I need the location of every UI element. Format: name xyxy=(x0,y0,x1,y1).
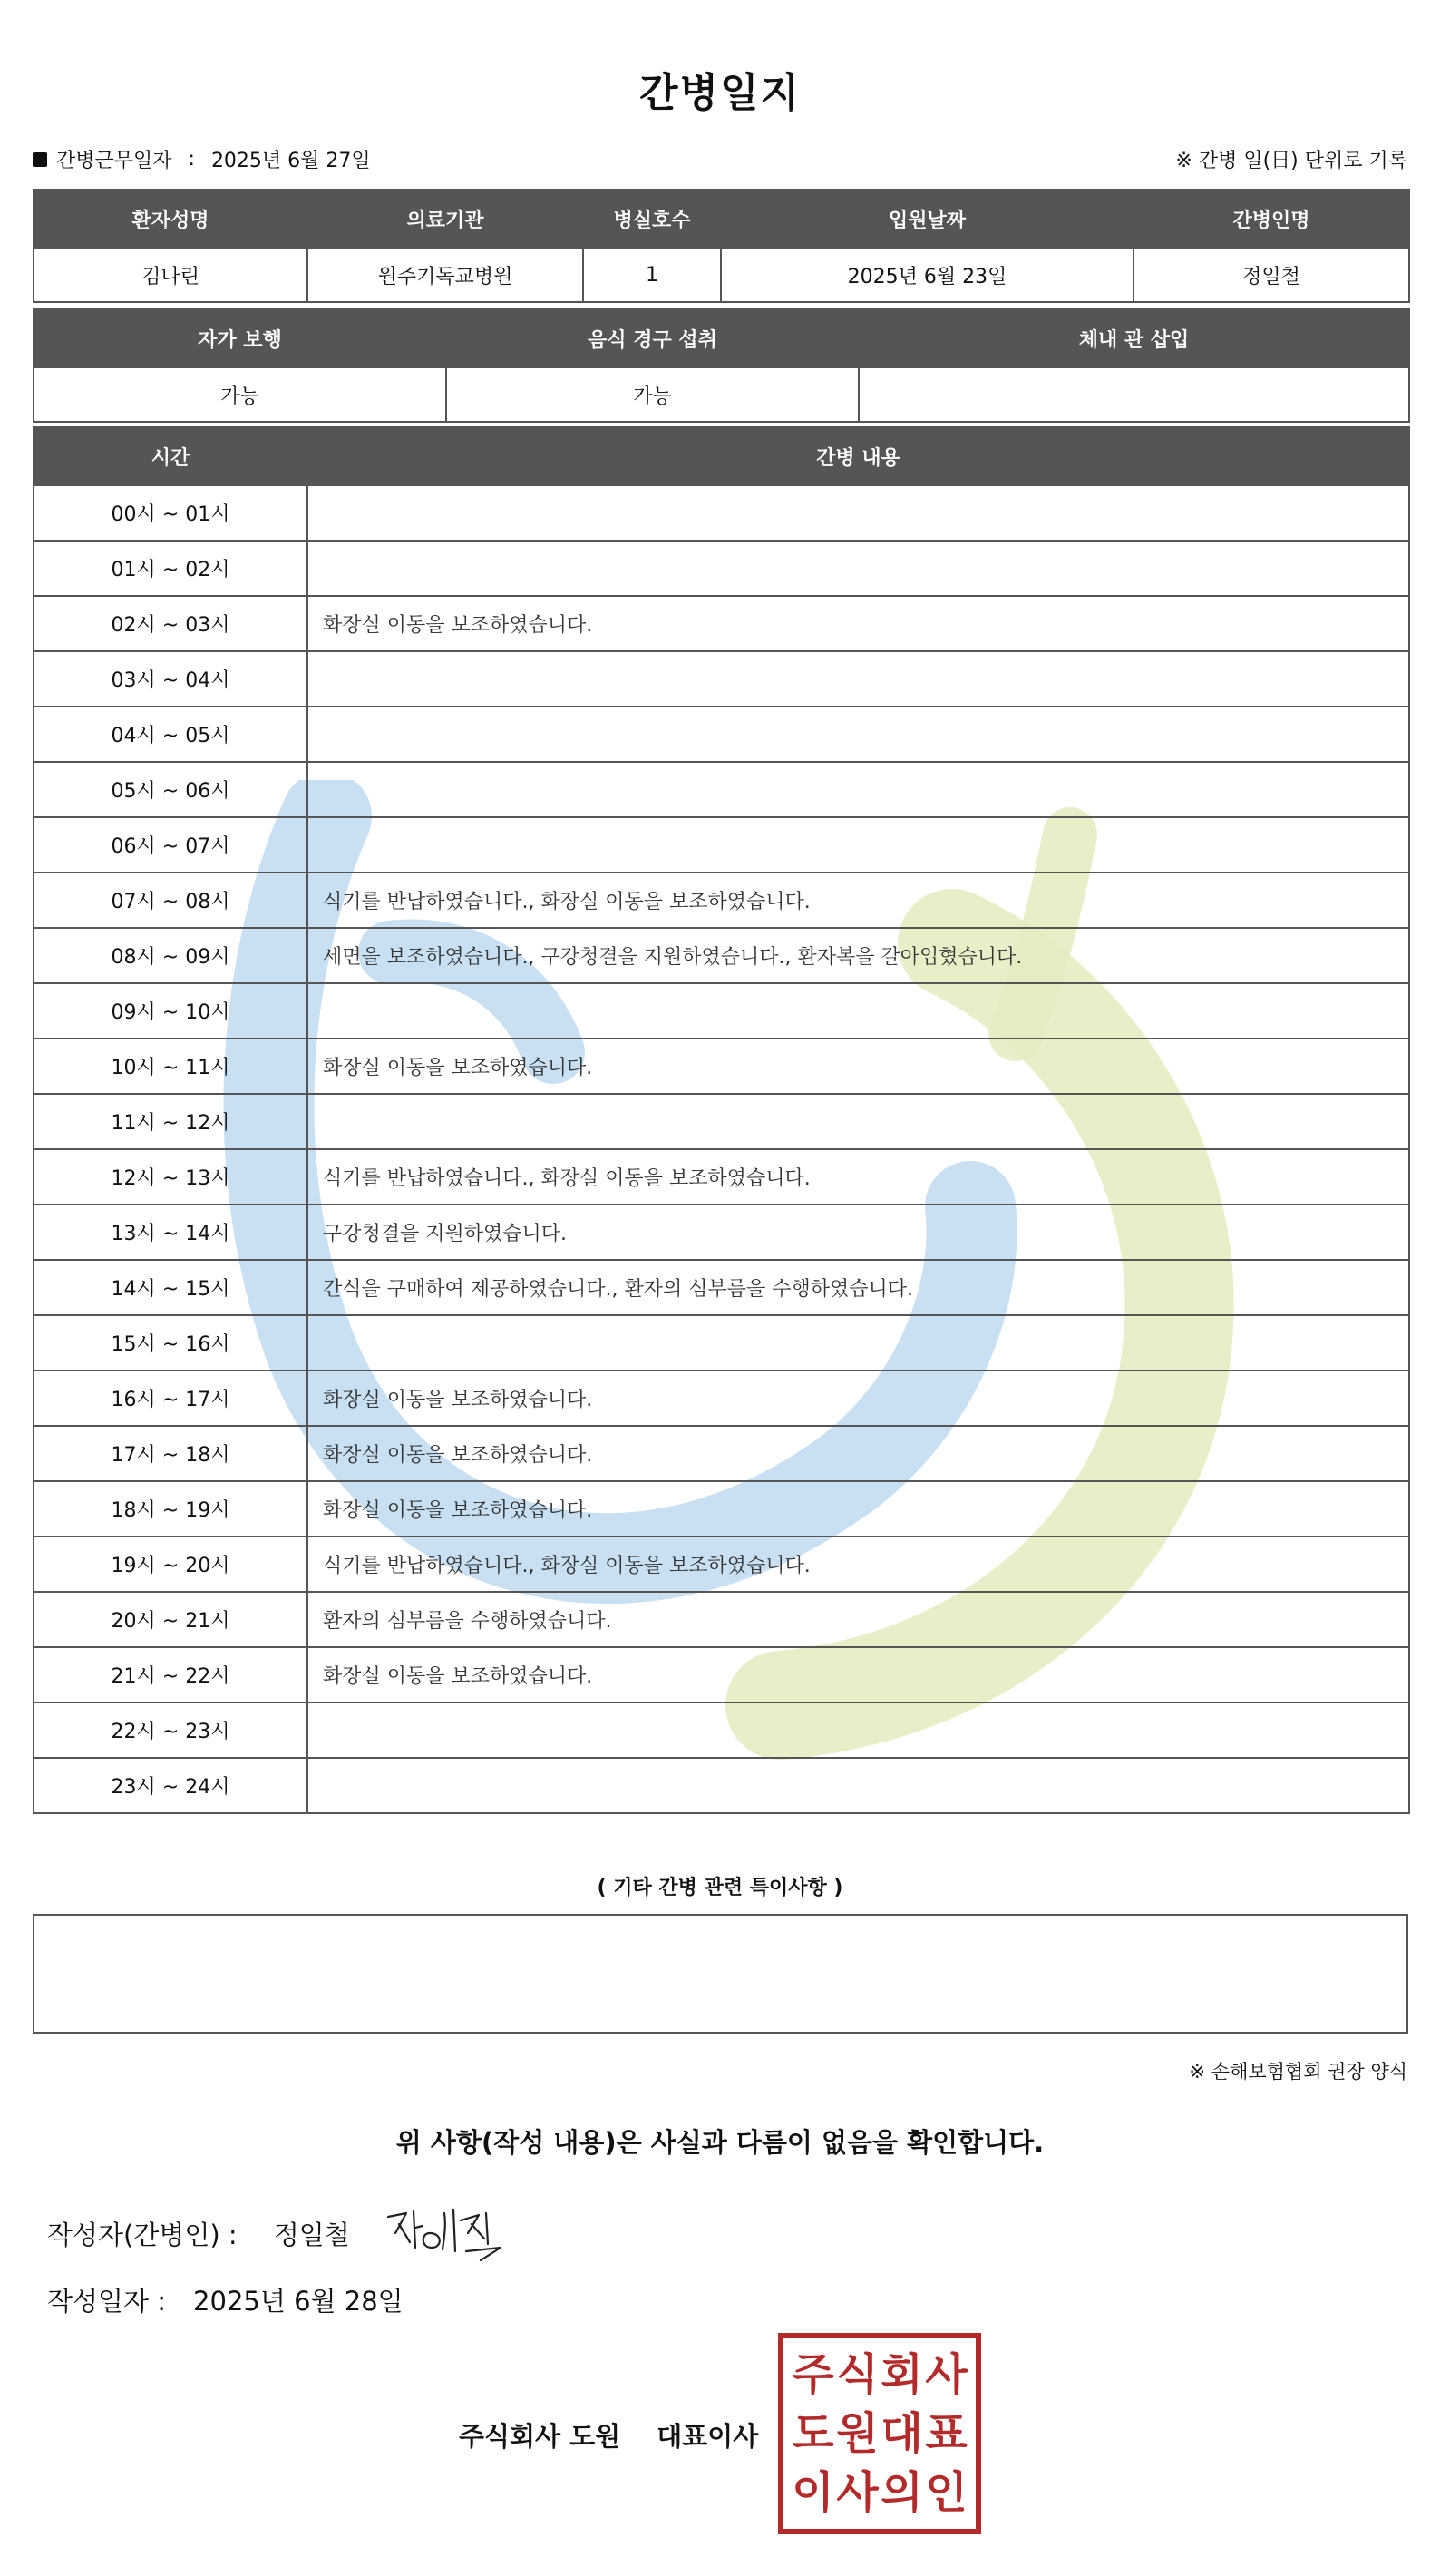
header-hospital: 의료기관 xyxy=(307,190,583,248)
square-bullet-icon xyxy=(33,152,47,167)
care-content-cell xyxy=(307,651,1409,707)
writer-name: 정일철 xyxy=(273,2220,350,2250)
work-date-value: 2025년 6월 27일 xyxy=(210,150,371,172)
care-content-cell xyxy=(307,1094,1409,1149)
care-log-row xyxy=(34,983,1409,1039)
care-log-body xyxy=(34,485,1409,1813)
care-content-cell xyxy=(307,817,1409,873)
page-title: 간병일지 xyxy=(638,70,801,116)
tube-insertion-value xyxy=(859,367,1409,422)
care-content-cell xyxy=(307,983,1409,1039)
time-slot-cell: 03시 ~ 04시 xyxy=(34,651,307,707)
care-content-cell xyxy=(307,707,1409,762)
seal-character: 회 xyxy=(881,2349,923,2401)
care-log-row xyxy=(34,1371,1409,1426)
care-content-cell xyxy=(307,1315,1409,1371)
care-content-cell: 화장실 이동을 보조하였습니다. xyxy=(307,1039,1409,1094)
care-log-row xyxy=(34,541,1409,596)
seal-characters xyxy=(791,2346,968,2522)
time-slot-cell: 18시 ~ 19시 xyxy=(34,1481,307,1537)
written-date-value: 2025년 6월 28일 xyxy=(193,2286,404,2317)
company-line xyxy=(459,2416,758,2454)
care-content-cell: 구강청결을 지원하였습니다. xyxy=(307,1205,1409,1260)
written-date-line xyxy=(47,2281,404,2318)
special-notes-heading: ( 기타 간병 관련 특이사항 ) xyxy=(597,1877,843,1899)
written-date-label: 작성일자 : xyxy=(47,2286,167,2317)
caregiver-name-value: 정일철 xyxy=(1134,248,1409,302)
writer-label: 작성자(간병인) : xyxy=(47,2220,238,2250)
work-date-separator: : xyxy=(188,148,195,171)
admission-date-value: 2025년 6월 23일 xyxy=(721,248,1134,302)
time-slot-cell: 23시 ~ 24시 xyxy=(34,1758,307,1813)
care-log-row xyxy=(34,1315,1409,1371)
record-note: ※ 간병 일(日) 단위로 기록 xyxy=(1175,150,1407,172)
time-slot-cell: 01시 ~ 02시 xyxy=(34,541,307,596)
care-content-cell: 화장실 이동을 보조하였습니다. xyxy=(307,1426,1409,1481)
care-content-cell: 화장실 이동을 보조하였습니다. xyxy=(307,596,1409,651)
work-date-row xyxy=(33,145,1407,176)
care-log-table xyxy=(33,426,1410,1814)
header-time: 시간 xyxy=(34,427,307,485)
care-log-row xyxy=(34,1039,1409,1094)
time-slot-cell: 12시 ~ 13시 xyxy=(34,1149,307,1205)
patient-status-header-row xyxy=(34,309,1409,367)
care-content-cell: 화장실 이동을 보조하였습니다. xyxy=(307,1371,1409,1426)
header-patient-name: 환자성명 xyxy=(34,190,307,248)
form-source-note: ※ 손해보험협회 권장 양식 xyxy=(1189,2061,1407,2083)
patient-info-value-row xyxy=(34,248,1409,302)
room-number-value: 1 xyxy=(583,248,721,302)
care-content-cell xyxy=(307,1758,1409,1813)
seal-character: 사 xyxy=(925,2349,968,2401)
seal-character: 의 xyxy=(881,2466,923,2518)
header-tube-insertion: 체내 관 삽입 xyxy=(859,309,1409,367)
patient-info-table xyxy=(33,189,1410,303)
oral-intake-value: 가능 xyxy=(446,367,859,422)
seal-character: 도 xyxy=(792,2407,834,2459)
seal-character: 표 xyxy=(925,2407,968,2459)
header-caregiver-name: 간병인명 xyxy=(1134,190,1409,248)
care-log-row xyxy=(34,1426,1409,1481)
time-slot-cell: 21시 ~ 22시 xyxy=(34,1647,307,1703)
seal-character: 원 xyxy=(836,2407,879,2459)
time-slot-cell: 22시 ~ 23시 xyxy=(34,1703,307,1758)
care-content-cell xyxy=(307,762,1409,817)
care-content-cell: 식기를 반납하였습니다., 화장실 이동을 보조하였습니다. xyxy=(307,1149,1409,1205)
time-slot-cell: 20시 ~ 21시 xyxy=(34,1592,307,1647)
care-content-cell xyxy=(307,485,1409,541)
time-slot-cell: 16시 ~ 17시 xyxy=(34,1371,307,1426)
company-seal-stamp xyxy=(778,2333,981,2534)
care-log-row xyxy=(34,1703,1409,1758)
confirmation-statement: 위 사항(작성 내용)은 사실과 다름이 없음을 확인합니다. xyxy=(395,2127,1045,2158)
care-log-row xyxy=(34,1205,1409,1260)
header-self-walking: 자가 보행 xyxy=(34,309,446,367)
special-notes-box xyxy=(33,1914,1408,2034)
time-slot-cell: 00시 ~ 01시 xyxy=(34,485,307,541)
time-slot-cell: 14시 ~ 15시 xyxy=(34,1260,307,1315)
care-log-row xyxy=(34,1758,1409,1813)
care-log-row xyxy=(34,1592,1409,1647)
care-log-row xyxy=(34,928,1409,983)
header-admission-date: 입원날짜 xyxy=(721,190,1134,248)
work-date-label: 간병근무일자 xyxy=(56,150,172,172)
patient-name-value: 김나린 xyxy=(34,248,307,302)
care-log-row xyxy=(34,707,1409,762)
seal-character: 이 xyxy=(792,2466,834,2518)
seal-character: 대 xyxy=(881,2407,923,2459)
care-log-row xyxy=(34,1149,1409,1205)
care-log-row xyxy=(34,1260,1409,1315)
time-slot-cell: 17시 ~ 18시 xyxy=(34,1426,307,1481)
care-content-cell: 식기를 반납하였습니다., 화장실 이동을 보조하였습니다. xyxy=(307,873,1409,928)
patient-info-header-row xyxy=(34,190,1409,248)
time-slot-cell: 11시 ~ 12시 xyxy=(34,1094,307,1149)
self-walking-value: 가능 xyxy=(34,367,446,422)
care-log-header-row xyxy=(34,427,1409,485)
time-slot-cell: 05시 ~ 06시 xyxy=(34,762,307,817)
care-log-row xyxy=(34,817,1409,873)
care-content-cell: 환자의 심부름을 수행하였습니다. xyxy=(307,1592,1409,1647)
header-care-content: 간병 내용 xyxy=(307,427,1409,485)
writer-line xyxy=(47,2215,350,2252)
care-content-cell xyxy=(307,541,1409,596)
time-slot-cell: 02시 ~ 03시 xyxy=(34,596,307,651)
seal-character: 인 xyxy=(925,2466,968,2518)
time-slot-cell: 13시 ~ 14시 xyxy=(34,1205,307,1260)
care-log-row xyxy=(34,762,1409,817)
time-slot-cell: 09시 ~ 10시 xyxy=(34,983,307,1039)
care-log-row xyxy=(34,873,1409,928)
seal-character: 사 xyxy=(836,2466,879,2518)
time-slot-cell: 08시 ~ 09시 xyxy=(34,928,307,983)
handwritten-signature xyxy=(379,2197,524,2269)
time-slot-cell: 06시 ~ 07시 xyxy=(34,817,307,873)
seal-character: 주 xyxy=(792,2349,834,2401)
care-content-cell: 식기를 반납하였습니다., 화장실 이동을 보조하였습니다. xyxy=(307,1537,1409,1592)
care-log-row xyxy=(34,1481,1409,1537)
care-log-row xyxy=(34,1647,1409,1703)
time-slot-cell: 07시 ~ 08시 xyxy=(34,873,307,928)
patient-status-table xyxy=(33,308,1410,423)
work-date xyxy=(33,145,371,173)
care-log-row xyxy=(34,651,1409,707)
company-representative-title: 대표이사 xyxy=(657,2421,759,2452)
time-slot-cell: 15시 ~ 16시 xyxy=(34,1315,307,1371)
header-room-number: 병실호수 xyxy=(583,190,721,248)
care-log-row xyxy=(34,1094,1409,1149)
time-slot-cell: 10시 ~ 11시 xyxy=(34,1039,307,1094)
care-content-cell: 화장실 이동을 보조하였습니다. xyxy=(307,1647,1409,1703)
time-slot-cell: 04시 ~ 05시 xyxy=(34,707,307,762)
care-content-cell: 세면을 보조하였습니다., 구강청결을 지원하였습니다., 환자복을 갈아입혔습니다. xyxy=(307,928,1409,983)
care-log-row xyxy=(34,596,1409,651)
care-content-cell: 화장실 이동을 보조하였습니다. xyxy=(307,1481,1409,1537)
patient-status-value-row xyxy=(34,367,1409,422)
time-slot-cell: 19시 ~ 20시 xyxy=(34,1537,307,1592)
header-oral-intake: 음식 경구 섭취 xyxy=(446,309,859,367)
hospital-value: 원주기독교병원 xyxy=(307,248,583,302)
seal-character: 식 xyxy=(836,2349,879,2401)
care-content-cell: 간식을 구매하여 제공하였습니다., 환자의 심부름을 수행하였습니다. xyxy=(307,1260,1409,1315)
care-log-row xyxy=(34,485,1409,541)
care-content-cell xyxy=(307,1703,1409,1758)
care-log-row xyxy=(34,1537,1409,1592)
company-name: 주식회사 도원 xyxy=(459,2421,621,2452)
